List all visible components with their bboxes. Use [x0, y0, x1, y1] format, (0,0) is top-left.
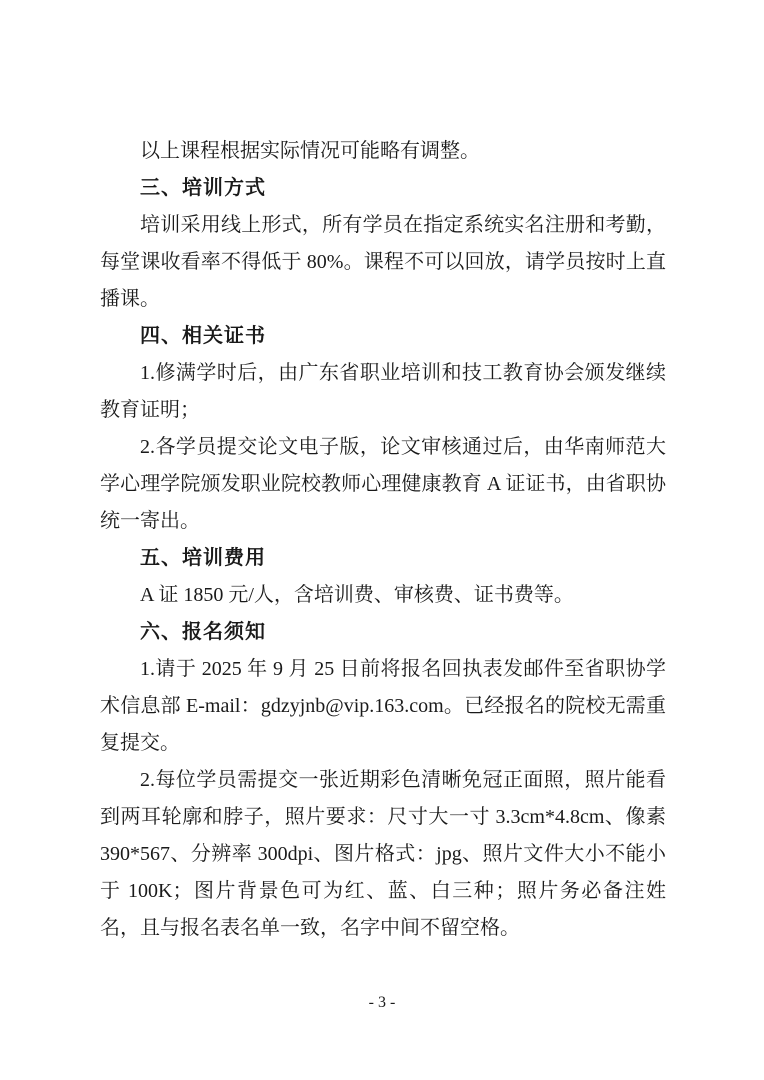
paragraph-certificate-item-1: 1.修满学时后，由广东省职业培训和技工教育协会颁发继续教育证明； [100, 362, 666, 421]
heading-training-method: 三、培训方式 [140, 177, 266, 199]
paragraph-training-method: 培训采用线上形式，所有学员在指定系统实名注册和考勤，每堂课收看率不得低于 80%。课程不可以回放，请学员按时上直播课。 [100, 214, 666, 310]
heading-related-certificates: 四、相关证书 [140, 325, 266, 347]
paragraph-registration-note-1: 1.请于 2025 年 9 月 25 日前将报名回执表发邮件至省职协学术信息部 E-mail：gdzyjnb@vip.163.com。已经报名的院校无需重复提交。 [100, 658, 666, 754]
page-number: - 3 - [368, 994, 396, 1011]
heading-registration-notes: 六、报名须知 [140, 621, 266, 643]
document-body [100, 133, 666, 947]
paragraph-training-fee: A 证 1850 元/人，含培训费、审核费、证书费等。 [140, 584, 574, 606]
paragraph-registration-note-2: 2.每位学员需提交一张近期彩色清晰免冠正面照，照片能看到两耳轮廓和脖子，照片要求：尺寸大一寸 3.3cm*4.8cm、像素 390*567、分辨率 300dpi、图片格式：jpg、照片文件大小不能小于 100K；图片背景色可为红、蓝、白三种；照片务必备注姓名，且与报名表名单一致，名字中间不留空格。 [100, 769, 666, 939]
heading-training-fee: 五、培训费用 [140, 547, 266, 569]
paragraph-course-adjustment-note: 以上课程根据实际情况可能略有调整。 [140, 140, 480, 162]
paragraph-certificate-item-2: 2.各学员提交论文电子版，论文审核通过后，由华南师范大学心理学院颁发职业院校教师心理健康教育 A 证证书，由省职协统一寄出。 [100, 436, 666, 532]
